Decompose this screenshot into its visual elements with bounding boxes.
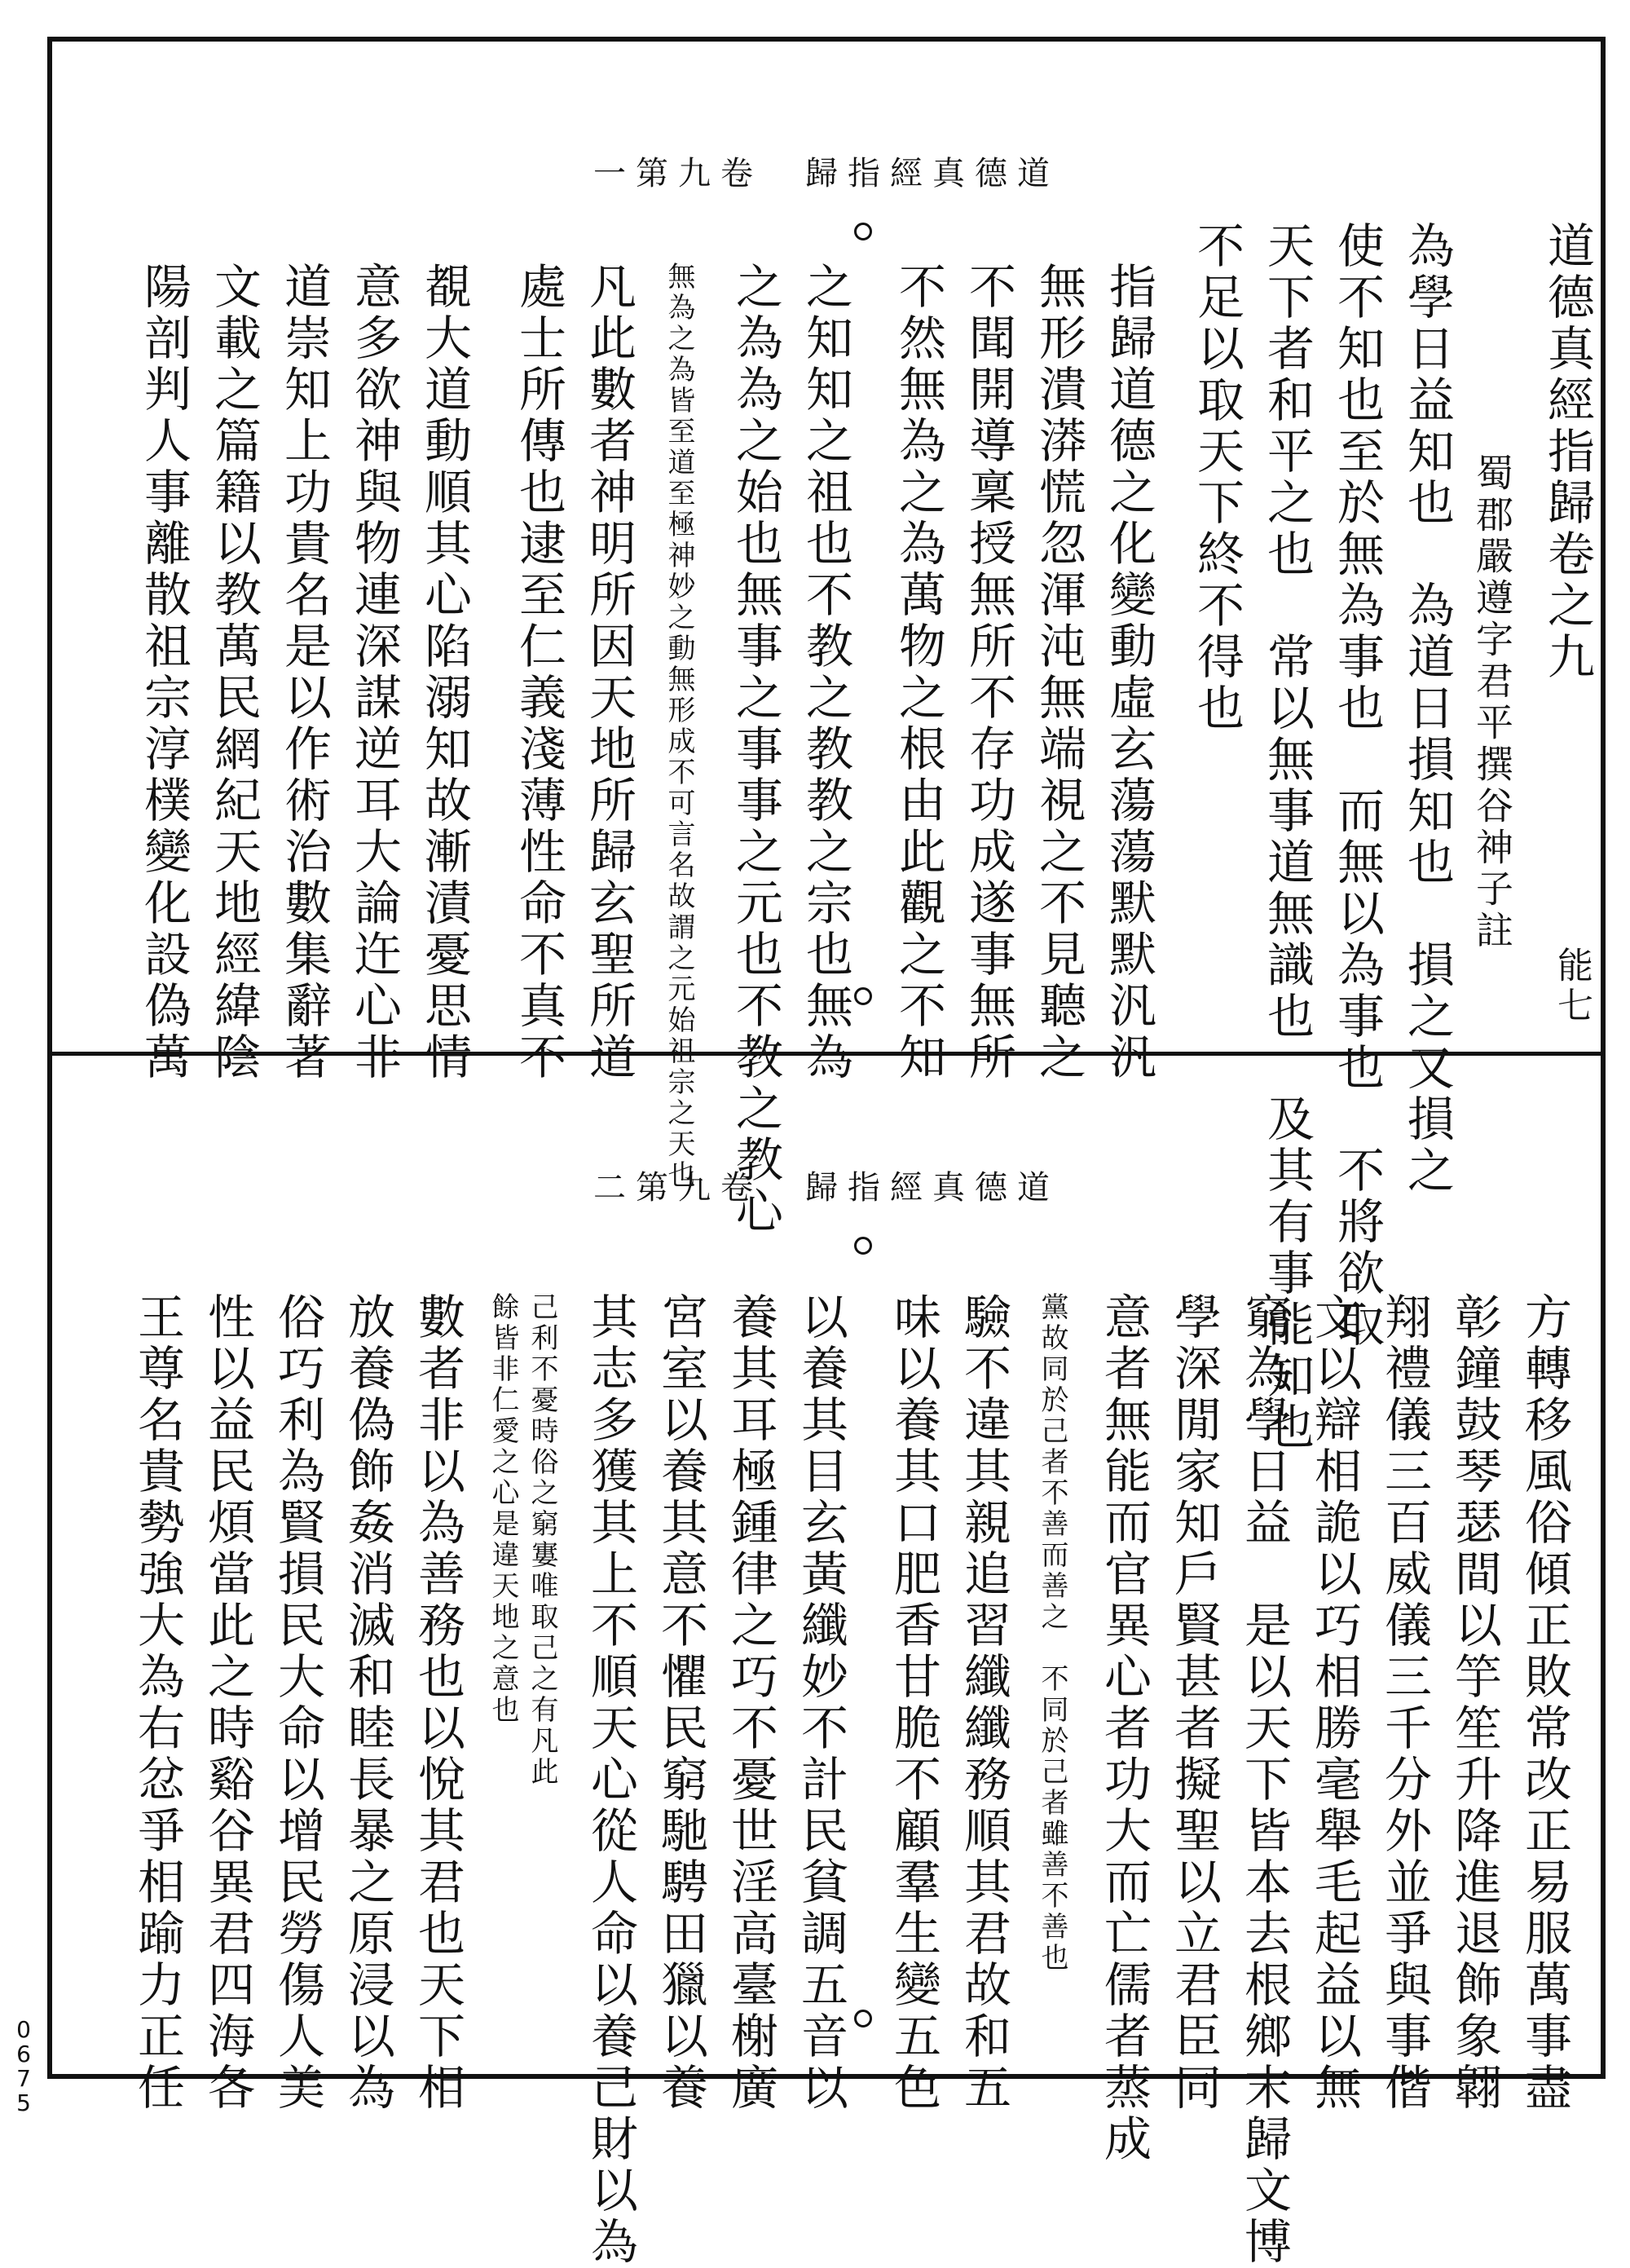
text-column: 窮為學日益 是以天下皆本去根鄉末歸文博 (1236, 1292, 1292, 2268)
text-column: 方轉移風俗傾正敗常改正易服萬事盡 (1517, 1292, 1572, 2114)
text-column: 性以益民煩當此之時谿谷異君四海各 (200, 1292, 255, 2114)
text-column: 文載之篇籍以教萬民網紀天地經緯陰 (206, 262, 262, 1083)
text-column: 之為為之始也無事之事事之元也不教之教心 (728, 262, 783, 1238)
bottom-page-header: 二第九卷 歸指經真德道 (593, 1169, 1060, 1207)
text-column: 意者無能而官異心者功大而亡儒者蒸成 (1096, 1292, 1152, 2165)
punch-circle (854, 1237, 872, 1255)
text-column: 數者非以為善務也以悅其君也天下相 (410, 1292, 465, 2114)
annotation-column: 餘皆非仁愛之心是違天地之意也 (487, 1292, 519, 1726)
annotation-column: 黨故同於己者不善而善之 不同於己者雖善不善也 (1036, 1292, 1068, 1974)
text-column: 天下者和平之也 常以無事道無識也 及其有事能知也 (1259, 221, 1315, 1454)
bottom-page (52, 1056, 1601, 2268)
text-column: 驗不違其親追習纖纖務順其君故和五 (956, 1292, 1011, 2114)
volume-tag: 能七 (1551, 946, 1593, 1026)
text-column: 王尊名貴勢強大為右忿爭相踰力正任 (130, 1292, 185, 2114)
text-column: 不足以取天下終不得也 (1189, 221, 1245, 735)
text-column: 宮室以養其意不懼民窮馳騁田獵以養 (653, 1292, 708, 2114)
text-column: 不聞開導稟授無所不存功成遂事無所 (961, 262, 1016, 1083)
text-column: 指歸道德之化變動虛玄蕩蕩默默汎汎 (1101, 262, 1156, 1083)
punch-circle (854, 987, 872, 1005)
text-column: 覩大道動順其心陷溺知故漸漬憂思情 (416, 262, 472, 1083)
book-title: 道德真經指歸卷之九 (1540, 221, 1595, 683)
punch-circle (854, 2010, 872, 2028)
text-column: 養其耳極鍾律之巧不憂世淫高臺榭廣 (723, 1292, 778, 2114)
annotation-column: 無為之為皆至道至極神妙之動無形成不可言名故謂之元始祖宗之天也 (663, 262, 695, 1191)
text-column: 陽剖判人事離散祖宗淳樸變化設偽萬 (136, 262, 192, 1083)
text-column: 味以養其口肥香甘脆不顧羣生變五色 (886, 1292, 941, 2114)
text-column: 不然無為之為萬物之根由此觀之不知 (891, 262, 946, 1083)
text-column: 彰鐘鼓琴瑟間以竽笙升降進退飾象翺 (1447, 1292, 1502, 2114)
text-column: 俗巧利為賢損民大命以增民勞傷人美 (270, 1292, 325, 2114)
text-column: 其志多獲其上不順天心從人命以養己財以為 (583, 1292, 638, 2268)
text-column: 翔禮儀三百威儀三千分外並爭與事偕 (1377, 1292, 1432, 2114)
author-line: 蜀郡嚴遵字君平撰谷神子註 (1470, 453, 1514, 952)
text-column: 以養其目玄黃纖妙不計民貧調五音以 (793, 1292, 848, 2114)
punch-circle (854, 223, 872, 240)
text-column: 放養偽飾姦消滅和睦長暴之原浸以為 (340, 1292, 395, 2114)
text-column: 處士所傳也逮至仁義淺薄性命不真不 (511, 262, 566, 1083)
text-column: 意多欲神與物連深謀逆耳大論迕心非 (346, 262, 402, 1083)
text-column: 使不知也至於無為事也 而無以為事也 不將欲取 (1329, 221, 1385, 1351)
text-column: 為學日益知也 為道日損知也 損之又損之 (1399, 221, 1455, 1197)
text-column: 凡此數者神明所因天地所歸玄聖所道 (581, 262, 637, 1083)
text-column: 道崇知上功貴名是以作術治數集辭著 (276, 262, 332, 1083)
annotation-column: 己利不憂時俗之窮寠唯取己之有凡此 (526, 1292, 558, 1788)
page-number: 0 6 7 5 (16, 2016, 31, 2116)
top-page-header: 一第九卷 歸指經真德道 (593, 155, 1060, 192)
text-column: 無形潰漭慌忽渾沌無端視之不見聽之 (1031, 262, 1086, 1083)
text-column: 文以辯相詭以巧相勝毫舉毛起益以無 (1306, 1292, 1362, 2114)
text-column: 學深閒家知戶賢甚者擬聖以立君臣同 (1166, 1292, 1222, 2114)
text-column: 之知知之祖也不教之教教之宗也無為 (798, 262, 853, 1083)
